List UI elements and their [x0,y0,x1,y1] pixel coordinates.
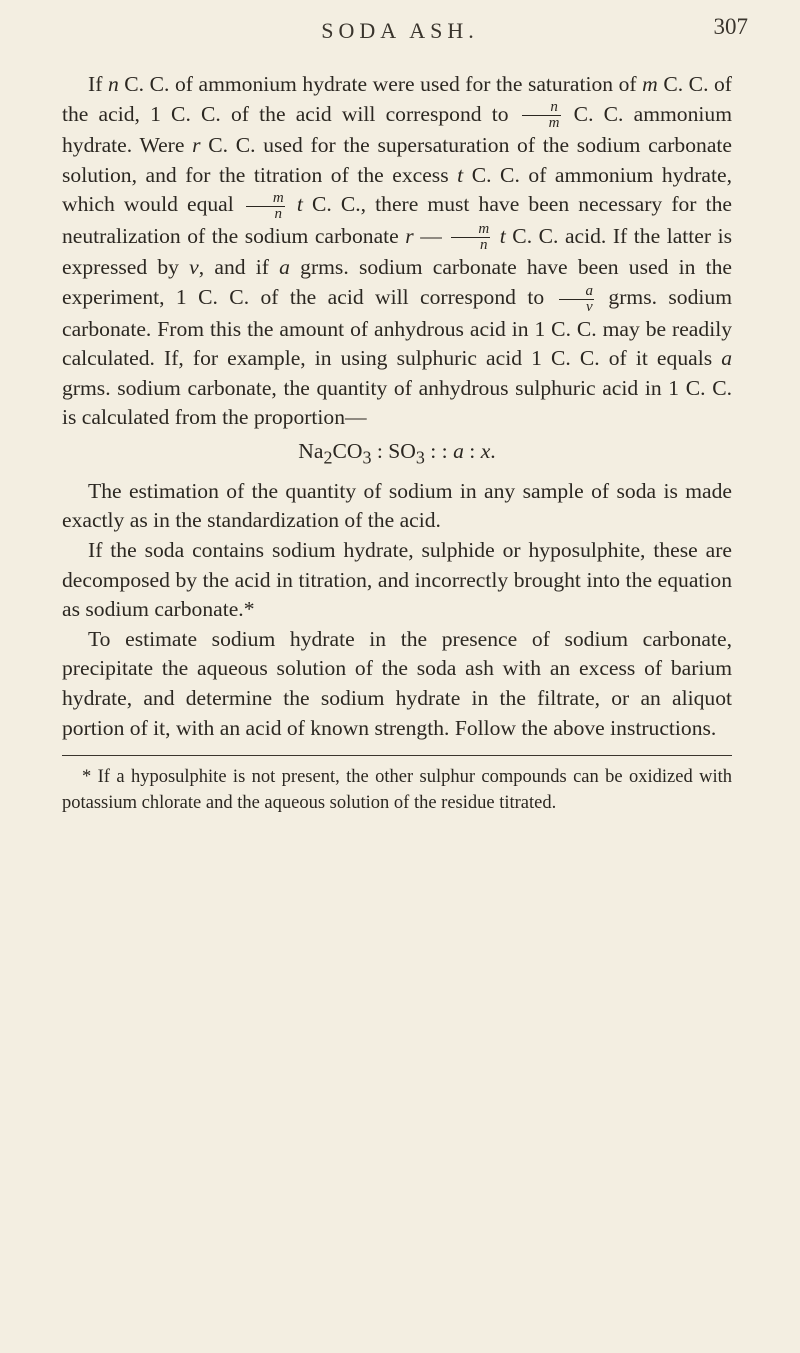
running-title: SODA ASH. [321,18,479,43]
page-body [62,70,732,816]
footnote-text: * If a hyposulphite is not present, the other sulphur compounds can be oxidized with potassium chlorate and the aqueous solution of the residue titrated. [62,767,732,814]
proportion-formula: $Na_2CO_3$ : $SO_3$ : : a : x. [298,438,496,468]
paragraph-titration-calculation: If n C. C. of ammonium hydrate were used for the saturation of m C. C. of the acid, 1 C. C. of the acid will correspond to $\frac{n}{m}$ C. C. ammonium hydrate. Were r C. C. used for the supersaturation of the sodium carbonate solution, and for the titration of the excess t C. C. of ammonium hydrate, which would equal $\frac{m}{n}$ t C. C., there must have been necessary for the neutralization of the sodium carbonate r — $\frac{m}{n}$ t C. C. acid. If the latter is expressed by v, and if a grms. sodium carbonate have been used in the experiment, 1 C. C. of the acid will correspond to $\frac{a}{v}$ grms. sodium carbonate. From this the amount of anhydrous acid in 1 C. C. may be readily calculated. If, for example, in using sulphuric acid 1 C. C. of it equals a grms. sodium carbonate, the quantity of anhydrous sulphuric acid in 1 C. C. is calculated from the proportion— [62,72,732,430]
page-number: 307 [713,14,748,39]
footnote-rule [62,755,732,756]
paragraph-sodium-hydrate: To estimate sodium hydrate in the presence of sodium carbonate, precipitate the aqueous solution of the soda ash with an excess of barium hydrate, and determine the sodium hydrate in the filtrate, or an aliquot portion of it, with an acid of known strength. Follow the above instructions. [62,626,732,740]
paragraph-impurities: If the soda contains sodium hydrate, sulphide or hyposulphite, these are decomposed by the acid in titration, and incorrectly brought into the equation as sodium carbonate.* [62,538,732,622]
paragraph-estimation: The estimation of the quantity of sodium in any sample of soda is made exactly as in the standardization of the acid. [62,478,732,533]
footnote [62,764,732,816]
